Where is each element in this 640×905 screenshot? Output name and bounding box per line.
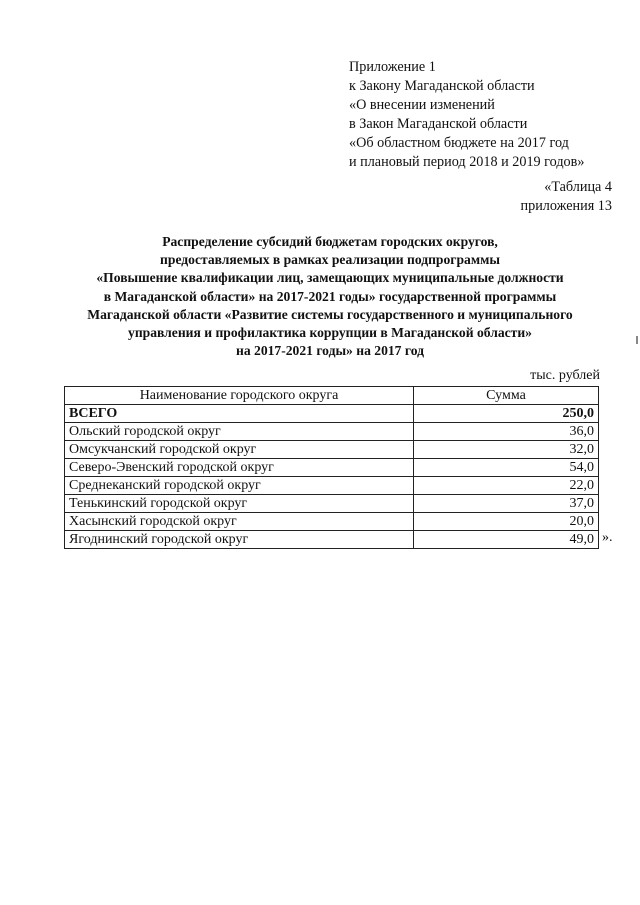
heading-line: предоставляемых в рамках реализации подпрограммы [160, 252, 500, 268]
cell-name: Хасынский городской округ [65, 513, 414, 531]
table-ref-line: «Таблица 4 [544, 179, 612, 195]
table-row [65, 423, 599, 441]
table-row [65, 477, 599, 495]
appendix-line: к Закону Магаданской области [349, 78, 535, 94]
table-row [65, 441, 599, 459]
appendix-line: Приложение 1 [349, 59, 436, 75]
cell-sum: 32,0 [414, 441, 599, 459]
appendix-block [349, 58, 584, 172]
table-reference [521, 178, 612, 216]
cell-name: Омсукчанский городской округ [65, 441, 414, 459]
cell-sum: 22,0 [414, 477, 599, 495]
table-row [65, 495, 599, 513]
table-row [65, 513, 599, 531]
cell-sum: 49,0 [414, 531, 599, 549]
heading-line: «Повышение квалификации лиц, замещающих муниципальные должности [96, 270, 564, 286]
table-ref-line: приложения 13 [520, 198, 612, 214]
column-header-sum: Сумма [414, 387, 599, 405]
cell-name: Ольский городской округ [65, 423, 414, 441]
cell-sum: 250,0 [414, 405, 599, 423]
table-header-row [65, 387, 599, 405]
cell-name: Среднеканский городской округ [65, 477, 414, 495]
cell-sum: 20,0 [414, 513, 599, 531]
heading-line: в Магаданской области» на 2017-2021 годы» государственной программы [103, 288, 557, 304]
appendix-line: и плановый период 2018 и 2019 годов» [349, 154, 585, 170]
document-heading [40, 233, 620, 360]
table-row-total [65, 405, 599, 423]
subsidy-table [64, 386, 599, 549]
table-row [65, 531, 599, 549]
cell-name: Северо-Эвенский городской округ [65, 459, 414, 477]
column-header-name: Наименование городского округа [65, 387, 414, 405]
units-label: тыс. рублей [530, 368, 600, 383]
heading-line: Магаданской области «Развитие системы государственного и муниципального [87, 306, 573, 322]
appendix-line: «Об областном бюджете на 2017 год [349, 135, 569, 151]
closing-quote: ». [602, 530, 613, 545]
appendix-line: «О внесении изменений [349, 97, 495, 113]
margin-mark [636, 336, 638, 344]
appendix-line: в Закон Магаданской области [349, 116, 528, 132]
cell-name: ВСЕГО [65, 405, 414, 423]
cell-sum: 37,0 [414, 495, 599, 513]
cell-name: Ягоднинский городской округ [65, 531, 414, 549]
table-row [65, 459, 599, 477]
cell-sum: 54,0 [414, 459, 599, 477]
heading-line: Распределение субсидий бюджетам городских округов, [162, 234, 498, 249]
heading-line: управления и профилактика коррупции в Магаданской области» [128, 325, 532, 341]
heading-line: на 2017-2021 годы» на 2017 год [236, 343, 424, 359]
cell-sum: 36,0 [414, 423, 599, 441]
cell-name: Тенькинский городской округ [65, 495, 414, 513]
